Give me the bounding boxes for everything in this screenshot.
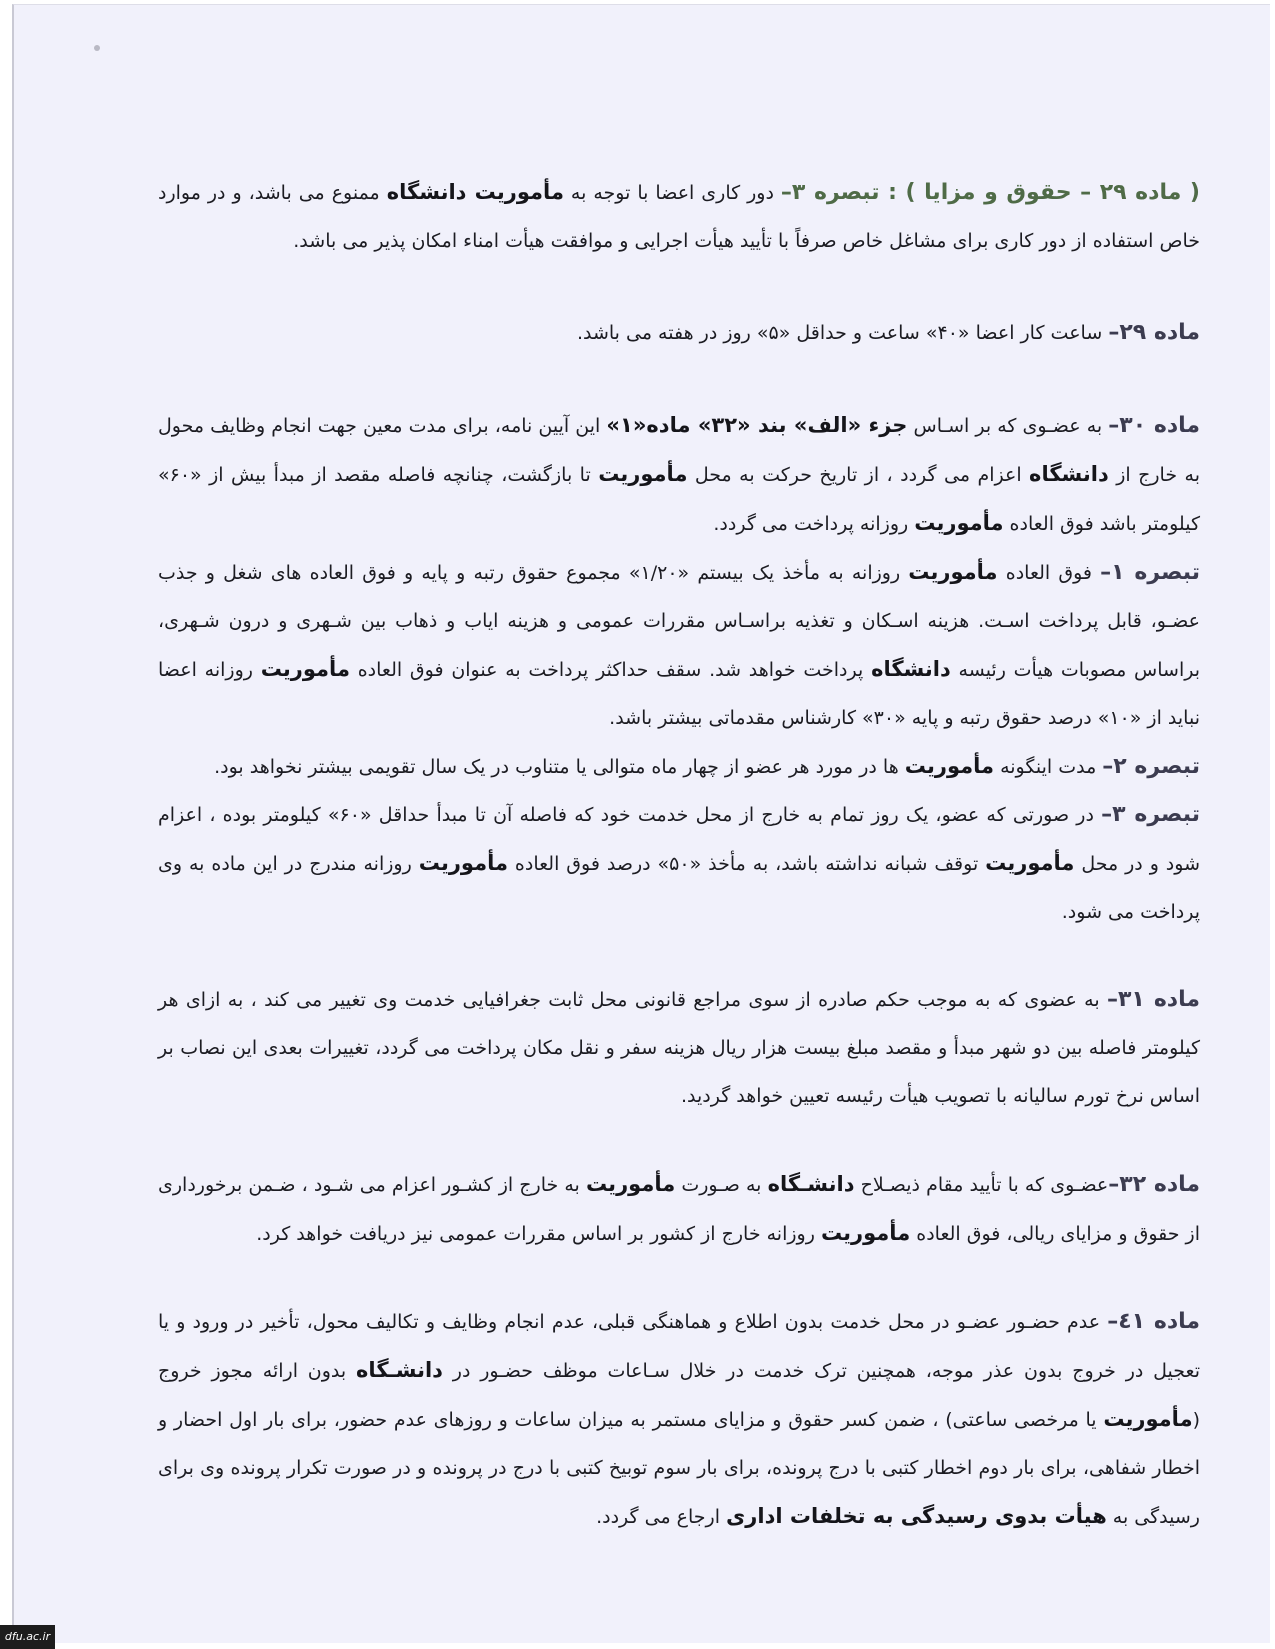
document-body: [158, 168, 1200, 1541]
paragraph-article-32: [158, 1160, 1200, 1258]
note-3-heading: تبصره ۳–: [1101, 802, 1200, 827]
article-31-heading: ماده ۳۱–: [1107, 987, 1200, 1012]
note-1-text-2: روزانه به مأخذ یک بیستم «۱/۲۰» مجموع حقوق رتبه و پایه و فوق العاده های شغل و جذب عضـو، قابل پرداخت اسـت. هزینه اسـکان و تغذیه براسـاس مقررات عمومی و هزینه ایاب و ذهاب بین شـهری و درون شـهری، براساس مصوبات هیأت رئیسه: [158, 562, 1200, 681]
article-32-text-2: به صـورت: [675, 1174, 768, 1196]
note-2-text-2: ها در مورد هر عضو از چهار ماه متوالی یا متناوب در یک سال تقویمی بیشتر نخواهد بود.: [214, 756, 905, 778]
note-1-mission: مأموریت: [908, 560, 998, 584]
remote-work-text: دور کاری اعضا با توجه به: [563, 182, 781, 204]
scan-speck: [94, 45, 100, 51]
article-29-heading: ماده ۲۹–: [1108, 320, 1200, 345]
article-30-mission-2: مأموریت: [914, 511, 1004, 535]
article-30-text-3: اعزام می گردد ، از تاریخ حرکت به محل: [687, 464, 1030, 486]
note-1-university: دانشگاه: [871, 657, 951, 681]
paragraph-note-2: [158, 742, 1200, 791]
note-1-text: فوق العاده: [997, 562, 1101, 584]
article-32-heading: ماده ۳۲–: [1108, 1172, 1201, 1197]
article-41-heading: ماده ٤١–: [1107, 1309, 1200, 1334]
page-edge: [0, 0, 10, 1649]
article-32-text-4: روزانه خارج از کشور بر اساس مقررات عمومی نیز دریافت خواهد کرد.: [256, 1223, 821, 1245]
note-2-heading: تبصره ۲–: [1102, 754, 1200, 779]
article-30-university: دانشگاه: [1029, 462, 1109, 486]
note-1-heading: تبصره ۱–: [1100, 560, 1200, 585]
article-30-text-5: روزانه پرداخت می گردد.: [713, 513, 915, 535]
article-32-university: دانشـگاه: [767, 1172, 855, 1196]
article-41-text-3: یا مرخصی ساعتی) ، ضمن کسر حقوق و مزایای مستمر به میزان ساعات و روزهای عدم حضور، برای بار اول احضار و اخطار شفاهی، برای بار دوم اخطار کتبی با درج پرونده، برای بار سوم توبیخ کتبی با درج در پرونده و در صورت تکرار پرونده وی برای رسیدگی به: [158, 1409, 1200, 1528]
article-41-mission: مأموریت: [1103, 1407, 1193, 1431]
paragraph-article-41: [158, 1298, 1200, 1541]
note-1-mission-2: مأموریت: [260, 657, 350, 681]
article-41-board: هیأت بدوی رسیدگی به تخلفات اداری: [726, 1504, 1107, 1528]
article-30-text-2: این آیین نامه، برای مدت معین جهت انجام وظایف محول به خارج از: [158, 415, 1200, 486]
paragraph-note-3: [158, 791, 1200, 936]
remote-work-heading: ( ماده ۲۹ – حقوق و مزایا ) : تبصره ۳–: [780, 180, 1200, 205]
article-30-mission: مأموریت: [598, 462, 688, 486]
paragraph-remote-work-note: [158, 168, 1200, 265]
article-41-text-4: ارجاع می گردد.: [596, 1506, 727, 1528]
note-2-mission: مأموریت: [904, 754, 995, 778]
article-41-text: عدم حضـور عضـو در محل خدمت بدون اطلاع و هماهنگی قبلی، عدم انجام وظایف و تکالیف محول، تأخیر در ورود و یا تعجیل در خروج بدون عذر موجه، همچنین ترک خدمت در خلال سـاعات موظف حضـور در: [158, 1311, 1200, 1382]
article-32-text-3: به خارج از کشـور اعزام می شـود ، ضـمن برخورداری از حقوق و مزایای ریالی، فوق العاده: [158, 1174, 1200, 1245]
note-1-text-3: پرداخت خواهد شد. سقف حداکثر پرداخت به عنوان فوق العاده: [349, 659, 872, 681]
note-3-text-3: روزانه مندرج در این ماده به وی پرداخت می شود.: [158, 853, 1200, 923]
note-3-text: در صورتی که عضو، یک روز تمام به خارج از محل خدمت خود که فاصله آن تا مبدأ حداقل «۶۰» کیلومتر بوده ، اعزام شود و در محل: [158, 804, 1201, 875]
article-32-mission: مأموریت: [585, 1172, 676, 1196]
note-2-text: مدت اینگونه: [994, 756, 1103, 778]
article-32-mission-2: مأموریت: [820, 1221, 911, 1245]
article-30-text: به عضـوی که بر اسـاس: [907, 415, 1109, 437]
article-29-text: ساعت کار اعضا «۴۰» ساعت و حداقل «۵» روز در هفته می باشد.: [576, 322, 1109, 344]
note-3-text-2: توقف شبانه نداشته باشد، به مأخذ «۵۰» درصد فوق العاده: [507, 853, 986, 875]
article-30-text-4: تا بازگشت، چنانچه فاصله مقصد از مبدأ بیش از «۶۰» کیلومتر باشد فوق العاده: [158, 464, 1200, 535]
article-30-heading: ماده ۳۰–: [1108, 413, 1201, 438]
remote-work-text-2: ممنوع می باشد، و در موارد خاص استفاده از دور کاری برای مشاغل خاص صرفاً با تأیید هیأت اجرایی و موافقت هیأت امناء امکان پذیر می باشد.: [158, 182, 1200, 252]
paragraph-note-1: [158, 548, 1200, 742]
paragraph-article-31: [158, 976, 1200, 1120]
article-41-university: دانشـگاه: [356, 1358, 443, 1382]
remote-work-term: مأموریت دانشگاه: [386, 180, 564, 204]
paragraph-article-30: [158, 401, 1200, 548]
article-32-text: عضـوی که با تأیید مقام ذیصـلاح: [854, 1174, 1109, 1196]
article-30-reference: جزء «الف» بند «۳۲» ماده«۱»: [606, 413, 908, 437]
note-1-text-4: روزانه اعضا نباید از «۱۰» درصد حقوق رتبه و پایه «۳۰» کارشناس مقدماتی بیشتر باشد.: [158, 659, 1200, 729]
note-3-mission: مأموریت: [985, 851, 1075, 875]
note-3-mission-2: مأموریت: [418, 851, 508, 875]
paragraph-article-29: [158, 309, 1200, 357]
article-31-text: به عضوی که به موجب حکم صادره از سوی مراجع قانونی محل ثابت جغرافیایی خدمت وی تغییر می کند ، به ازای هر کیلومتر فاصله بین دو شهر مبدأ و مقصد مبلغ بیست هزار ریال هزینه سفر و نقل مکان پرداخت می گردد، تغییرات بعدی این نصاب بر اساس نرخ تورم سالیانه با تصویب هیأت رئیسه تعیین خواهد گردید.: [158, 989, 1200, 1107]
site-watermark-logo: dfu.ac.ir: [0, 1625, 55, 1649]
article-41-text-2: بدون ارائه مجوز خروج (: [158, 1360, 1200, 1431]
